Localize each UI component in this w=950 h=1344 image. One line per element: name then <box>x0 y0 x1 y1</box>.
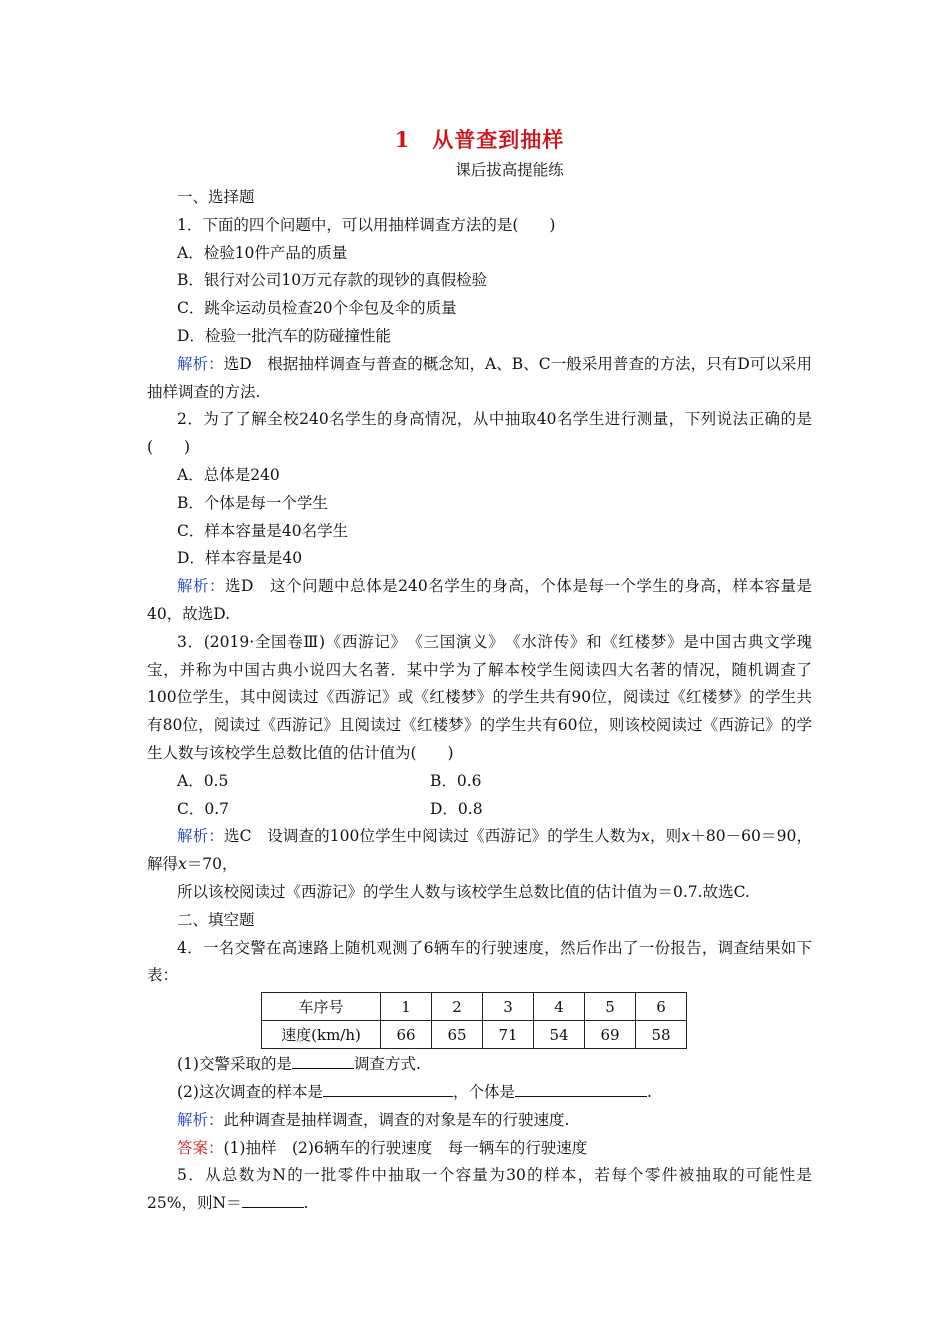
question-text: ，个体是 <box>452 1082 515 1101</box>
table-cell: 4 <box>534 993 585 1021</box>
table-cell: 58 <box>636 1021 687 1049</box>
table-cell: 69 <box>585 1021 636 1049</box>
solution-label: 解析： <box>177 354 224 373</box>
solution-text: 选C 设调查的100位学生中阅读过《西游记》的学生人数为 <box>223 827 642 846</box>
question-1-solution <box>147 351 812 407</box>
page-subtitle: 课后拔高提能练 <box>455 161 564 179</box>
table-header-cell: 车序号 <box>262 993 381 1021</box>
solution-label: 解析： <box>177 577 226 596</box>
variable-x: x <box>681 827 691 846</box>
worksheet-page <box>147 118 812 1218</box>
answer-blank[interactable] <box>292 1052 354 1069</box>
section-heading-fill: 二、填空题 <box>177 910 255 929</box>
table-cell: 5 <box>585 993 636 1021</box>
question-2-option-b: B．个体是每一个学生 <box>177 493 328 512</box>
question-3-solution-line-2: 所以该校阅读过《西游记》的学生人数与该校学生总数比值的估计值为＝0.7.故选C. <box>177 882 750 901</box>
question-4-part-2 <box>147 1079 812 1107</box>
question-4-answer <box>147 1135 812 1163</box>
table-row <box>262 1021 687 1049</box>
question-3-options-row-1 <box>147 768 812 796</box>
question-text: (1)交警采取的是 <box>177 1055 292 1074</box>
variable-x: x <box>178 855 187 874</box>
page-title: 1 从普查到抽样 <box>394 127 565 152</box>
question-text: (2)这次调查的样本是 <box>177 1082 323 1101</box>
question-2-option-c: C．样本容量是40名学生 <box>177 521 349 540</box>
speed-table <box>261 992 687 1049</box>
question-2-stem: 2．为了了解全校240名学生的身高情况，从中抽取40名学生进行测量，下列说法正确的是( ) <box>147 410 812 457</box>
variable-x: x <box>641 827 650 846</box>
table-cell: 3 <box>483 993 534 1021</box>
question-1-option-a: A．检验10件产品的质量 <box>177 243 348 262</box>
question-4-solution <box>147 1107 812 1135</box>
question-text: 5．从总数为N的一批零件中抽取一个容量为30的样本，若每个零件被抽取的可能性是25%，则N＝ <box>147 1166 812 1213</box>
question-4-stem: 4．一名交警在高速路上随机观测了6辆车的行驶速度，然后作出了一份报告，调查结果如下表： <box>147 938 812 985</box>
question-1-option-d: D．检验一批汽车的防碰撞性能 <box>177 326 391 345</box>
question-2-option-d: D．样本容量是40 <box>177 549 303 568</box>
table-cell: 65 <box>432 1021 483 1049</box>
answer-label: 答案： <box>177 1138 224 1157</box>
answer-blank[interactable] <box>242 1191 304 1208</box>
question-3-option-c: C．0.7 <box>177 799 230 818</box>
answer-text: (1)抽样 (2)6辆车的行驶速度 每一辆车的行驶速度 <box>223 1138 588 1157</box>
table-cell: 2 <box>432 993 483 1021</box>
solution-label: 解析： <box>177 1110 224 1129</box>
question-1-option-b: B．银行对公司10万元存款的现钞的真假检验 <box>177 271 488 290</box>
section-heading-choice: 一、选择题 <box>177 188 255 206</box>
answer-blank[interactable] <box>515 1080 647 1097</box>
question-1-stem: 1．下面的四个问题中，可以用抽样调查方法的是( ) <box>177 215 556 234</box>
question-3-option-d: D．0.8 <box>430 799 483 818</box>
question-3-option-b: B．0.6 <box>430 771 482 790</box>
question-3-solution <box>147 823 812 879</box>
table-cell: 71 <box>483 1021 534 1049</box>
table-cell: 6 <box>636 993 687 1021</box>
solution-text: ，则 <box>649 827 682 846</box>
question-3-stem: 3．(2019·全国卷Ⅲ)《西游记》 《三国演义》 《水浒传》和《红楼梦》是中国古典文学瑰宝，并称为中国古典小说四大名著．某中学为了解本校学生阅读四大名著的情况，随机调查了100位学生，其中阅读过《西游记》或《红楼梦》的学生共有90位，阅读过《红楼梦》的学生共有80位，阅读过《西游记》且阅读过《红楼梦》的学生共有60位，则该校阅读过《西游记》的学生人数与该校学生总数比值的估计值为( ) <box>147 632 812 762</box>
question-2-solution <box>147 573 812 629</box>
question-5-stem <box>147 1162 812 1218</box>
question-text: 调查方式. <box>353 1055 421 1074</box>
table-cell: 66 <box>381 1021 432 1049</box>
solution-text: ＝70， <box>186 855 238 874</box>
question-3-options-row-2 <box>147 796 812 824</box>
solution-label: 解析： <box>177 827 224 846</box>
table-cell: 1 <box>381 993 432 1021</box>
table-cell: 54 <box>534 1021 585 1049</box>
solution-text: ＋80－60＝90，解得 <box>147 827 812 874</box>
answer-blank[interactable] <box>323 1080 453 1097</box>
question-text: . <box>646 1082 652 1101</box>
question-text: . <box>303 1194 309 1213</box>
solution-text: 选D 这个问题中总体是240名学生的身高，个体是每一个学生的身高，样本容量是40，故选D. <box>147 577 812 623</box>
table-row <box>262 993 687 1021</box>
table-header-cell: 速度(km/h) <box>262 1021 381 1049</box>
question-3-option-a: A．0.5 <box>177 771 229 790</box>
question-2-option-a: A．总体是240 <box>177 465 280 484</box>
question-4-part-1 <box>147 1051 812 1079</box>
solution-text: 选D 根据抽样调查与普查的概念知，A、B、C一般采用普查的方法，只有D可以采用抽样调查的方法. <box>147 354 812 401</box>
question-1-option-c: C．跳伞运动员检查20个伞包及伞的质量 <box>177 299 457 318</box>
solution-text: 此种调查是抽样调查，调查的对象是车的行驶速度. <box>223 1110 570 1129</box>
